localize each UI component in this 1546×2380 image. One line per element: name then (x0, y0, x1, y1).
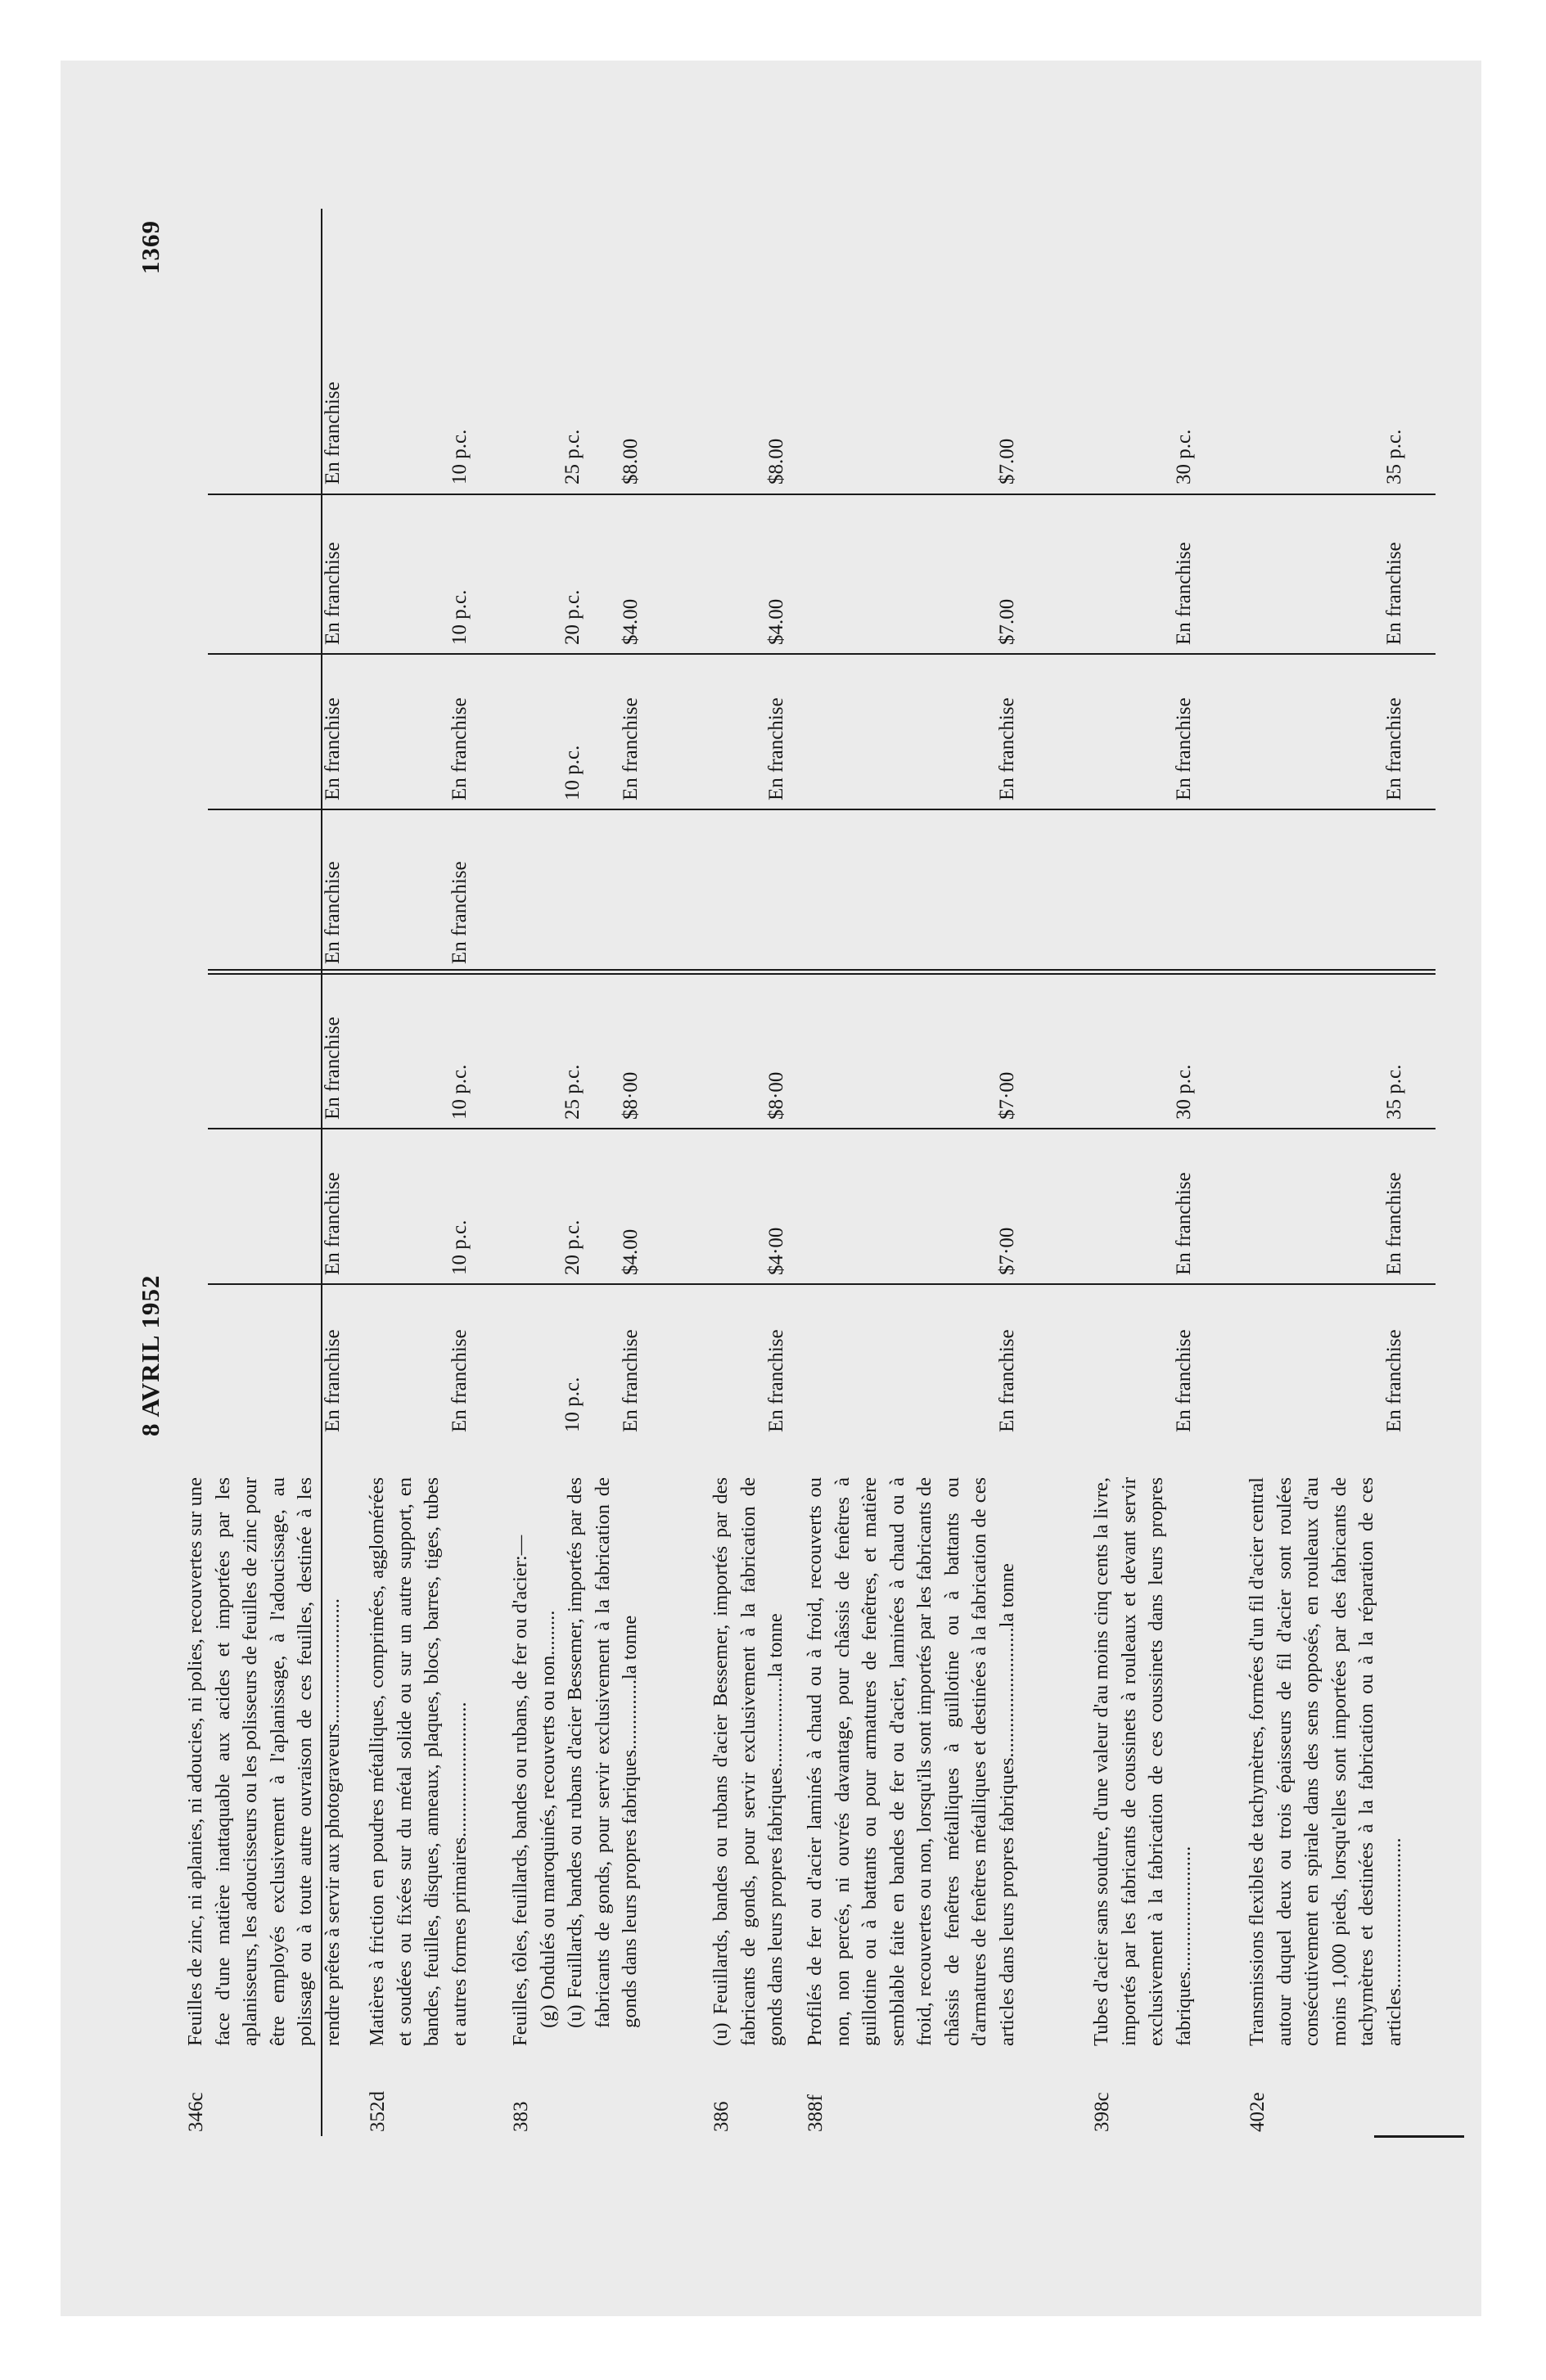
rate-cell: 20 p.c. (561, 1219, 584, 1275)
rate-cell: 10 p.c. (448, 1064, 471, 1120)
tariff-item-description (363, 1477, 473, 2046)
page-number: 1369 (136, 220, 165, 274)
rate-cell: En franchise (322, 861, 344, 964)
rate-cell: 25 p.c. (561, 1064, 584, 1120)
rate-cell: En franchise (1383, 1172, 1405, 1275)
rate-cell: En franchise (1383, 542, 1405, 645)
rate-cell: $8·00 (620, 1071, 642, 1120)
tariff-item-number: 346c (185, 2092, 207, 2132)
rate-cell: $8·00 (765, 1071, 787, 1120)
page-date-header: 8 AVRIL 1952 (136, 1274, 165, 1436)
column-rule-1 (208, 1283, 1436, 1285)
tariff-item-number: 398c (1091, 2092, 1113, 2132)
column-rule-6 (208, 494, 1436, 495)
description-text: (u) Feuillards, bandes ou rubans d'acier Bessemer, importés par des fabricants de gonds, pour servir exclusivement à la fabrication de gonds dans leurs propres fabriques..................la tonne (710, 1477, 787, 2046)
description-text: Matières à friction en poudres métalliques, comprimées, agglomérées et soudées ou fixées sur du métal solide ou sur un autre support, en bandes, feuilles, disques, anneaux, plaques, blocs, barres, tiges, tubes et autres formes primaires........................... (366, 1477, 471, 2046)
tariff-item-number: 402e (1246, 2092, 1269, 2132)
description-subitem: (u) Feuillards, bandes ou rubans d'acier Bessemer, importés par des fabricants de gonds, pour servir exclusivement à la fabrication de gonds dans leurs propres fabriques..............la tonne (564, 1477, 641, 2028)
description-subitem: (g) Ondulés ou maroquinés, recouverts ou non......... (536, 1610, 559, 2028)
rate-cell: 10 p.c. (448, 1219, 471, 1275)
rule-left (1374, 2135, 1464, 2138)
tariff-item-description (801, 1477, 1021, 2046)
rate-cell: En franchise (448, 697, 471, 800)
rate-cell: En franchise (620, 697, 642, 800)
description-text: Feuilles de zinc, ni aplanies, ni adoucies, ni polies, recouvertes sur une face d'une matière inattaquable aux acides et importées par les aplanisseurs, les adoucisseurs ou les polisseurs de feuilles de zinc pour être employés exclusivement à l'aplanissage, à l'adoucissage, au polissage ou à toute autre ouvraison de ces feuilles, destinée à les rendre prêtes à servir aux photograveurs......................... (184, 1477, 344, 2046)
rate-cell: En franchise (448, 1329, 471, 1432)
rate-cell: $7.00 (996, 598, 1018, 645)
rate-cell: En franchise (322, 1172, 344, 1275)
description-text: Transmissions flexibles de tachymètres, formées d'un fil d'acier central autour duquel deux ou trois épaisseurs de fil d'acier sont roulées consécutivement en spirale dans des sens opposés, en rouleaux d'au moins 1,000 pieds, lorsqu'elles sont importées par des fabricants de tachymètres et destinées à la fabrication ou à la réparation de ces articles.............................. (1246, 1477, 1405, 2046)
description-text: Profilés de fer ou d'acier laminés à chaud ou à froid, recouverts ou non, non percés, ni ouvrés davantage, pour châssis de fenêtres à guillotine ou à battants ou pour armatures de fenêtres, et matière semblable faite en bandes de fer ou d'acier, laminées à chaud ou à froid, recouvertes ou non, lorsqu'ils sont importés par les fabricants de châssis de fenêtres métalliques à guillotine ou à battants ou d'armatures de fenêtres métalliques et destinées à la fabrication de ces articles dans leurs propres fabriques..........................la tonne (804, 1477, 1018, 2046)
rate-cell: 25 p.c. (561, 429, 584, 485)
rate-cell: En franchise (996, 1329, 1018, 1432)
description-text: Tubes d'acier sans soudure, d'une valeur d'au moins cinq cents la livre, importés par les fabricants de coussinets à rouleaux et devant servir exclusivement à la fabrication de ces coussinets dans leurs propres fabriques......................... (1090, 1477, 1195, 2046)
rate-cell: $7.00 (996, 438, 1018, 485)
tariff-item-description (182, 1477, 346, 2046)
tariff-item-number: 388f (805, 2094, 827, 2132)
column-rule-4 (208, 809, 1436, 810)
rate-cell: En franchise (1173, 1172, 1195, 1275)
tariff-item-description (1088, 1477, 1197, 2046)
rate-cell: $4·00 (765, 1227, 787, 1275)
rate-cell: $8.00 (620, 438, 642, 485)
rate-cell: En franchise (322, 1016, 344, 1120)
rate-cell: En franchise (322, 542, 344, 645)
rate-cell: 30 p.c. (1173, 1064, 1195, 1120)
rate-cell: En franchise (620, 1329, 642, 1432)
rate-cell: En franchise (765, 697, 787, 800)
rate-cell: En franchise (765, 1329, 787, 1432)
column-rule-5 (208, 653, 1436, 655)
rate-cell: 10 p.c. (448, 589, 471, 645)
rotated-page-content (61, 61, 1481, 2316)
rate-cell: En franchise (1173, 1329, 1195, 1432)
rate-cell: 10 p.c. (448, 429, 471, 485)
rate-cell: En franchise (1383, 697, 1405, 800)
rate-cell: En franchise (322, 1329, 344, 1432)
column-rule-2 (208, 1128, 1436, 1129)
rate-cell: 20 p.c. (561, 589, 584, 645)
tariff-item-description (507, 1477, 644, 2046)
rate-cell: En franchise (1383, 1329, 1405, 1432)
rate-cell: En franchise (1173, 542, 1195, 645)
rate-cell: $4.00 (765, 598, 787, 645)
tariff-item-number: 352d (367, 2091, 389, 2132)
rate-cell: En franchise (322, 381, 344, 485)
rate-cell: $7·00 (996, 1227, 1018, 1275)
scanned-page (61, 61, 1481, 2316)
column-double-rule (208, 969, 1436, 975)
rate-cell: En franchise (996, 697, 1018, 800)
rate-cell: 10 p.c. (561, 1377, 584, 1432)
tariff-item-number: 383 (510, 2101, 532, 2132)
rate-cell: En franchise (1173, 697, 1195, 800)
tariff-item-description (1243, 1477, 1408, 2046)
rate-cell: En franchise (322, 697, 344, 800)
description-text: Feuilles, tôles, feuillards, bandes ou rubans, de fer ou d'acier:— (509, 1535, 531, 2046)
rate-cell: $4.00 (620, 598, 642, 645)
tariff-item-description (707, 1477, 790, 2046)
rate-cell: $4.00 (620, 1228, 642, 1275)
rate-cell: 10 p.c. (561, 745, 584, 800)
rate-cell: En franchise (448, 861, 471, 964)
rate-cell: $8.00 (765, 438, 787, 485)
rate-cell: $7·00 (996, 1071, 1018, 1120)
rate-cell: 35 p.c. (1383, 1064, 1405, 1120)
tariff-item-number: 386 (710, 2101, 732, 2132)
rate-cell: 30 p.c. (1173, 429, 1195, 485)
rate-cell: 35 p.c. (1383, 429, 1405, 485)
